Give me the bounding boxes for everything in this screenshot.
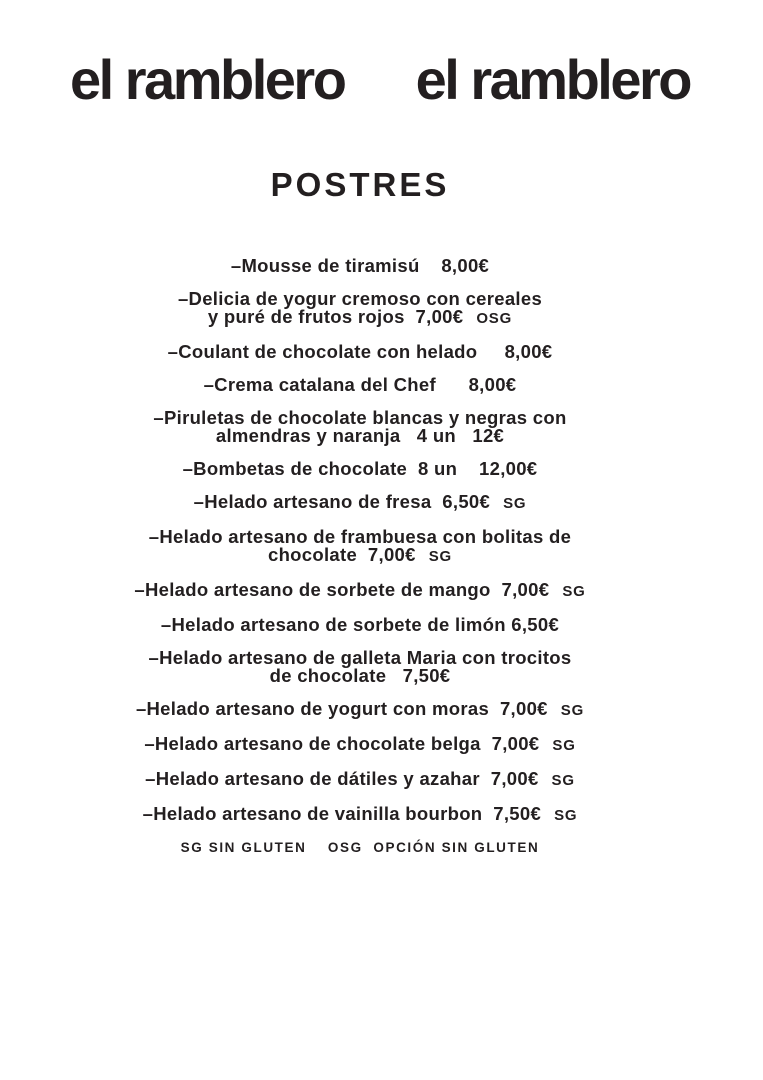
gluten-free-tag: SG [560,702,585,719]
menu-item-line [0,460,720,478]
menu-item-text: –Helado artesano de fresa 6,50€ [193,491,491,512]
menu-item-line [0,735,720,755]
menu-item-text: –Helado artesano de yogurt con moras 7,00€ [135,698,548,719]
menu-item-text: y puré de frutos rojos 7,00€ [207,306,464,327]
menu-item-text: –Helado artesano de vainilla bourbon 7,50€ [142,803,542,824]
menu-item [0,257,720,275]
menu-item-text: –Crema catalana del Chef 8,00€ [203,374,517,395]
menu-item-line [0,427,720,445]
menu-item-line [0,546,720,566]
menu-item [0,376,720,394]
menu-item-text: –Delicia de yogur cremoso con cereales [177,288,543,309]
menu-item-text: chocolate 7,00€ [267,544,416,565]
menu-item [0,528,720,566]
gluten-free-tag: SG [503,495,527,512]
menu-item [0,343,720,361]
menu-item-text: –Helado artesano de dátiles y azahar 7,00€ [145,768,539,789]
menu-list [0,257,720,825]
gluten-free-tag: SG [552,737,576,754]
gluten-legend: SG SIN GLUTEN OSG OPCIÓN SIN GLUTEN [180,840,540,855]
gluten-free-tag: OSG [476,310,513,327]
menu-item [0,581,720,601]
menu-item-text: –Piruletas de chocolate blancas y negras con [153,407,567,428]
menu-item [0,735,720,755]
menu-item-line [0,700,720,720]
gluten-free-tag: SG [562,583,586,600]
menu-item-text: –Helado artesano de sorbete de limón 6,50€ [160,614,560,635]
menu-item-line [0,616,720,634]
menu-item-line [0,493,720,513]
menu-item-line [0,667,720,685]
brand-logo-left: el ramblero [70,48,345,111]
menu-item-text: almendras y naranja 4 un 12€ [215,425,505,446]
gluten-free-tag: SG [551,772,575,789]
menu-item-line [0,308,720,328]
menu-item-text: –Helado artesano de galleta Maria con trocitos [148,647,572,668]
menu-item-text: –Bombetas de chocolate 8 un 12,00€ [182,458,538,479]
brand-row [0,0,763,111]
menu-item-line [0,581,720,601]
menu-item [0,460,720,478]
gluten-free-tag: SG [428,548,452,565]
menu-item-text: –Mousse de tiramisú 8,00€ [230,255,490,276]
menu-item [0,616,720,634]
menu-item-text: –Helado artesano de sorbete de mango 7,00€ [134,579,550,600]
menu-item-line [0,770,720,790]
menu-item-text: –Coulant de chocolate con helado 8,00€ [167,341,553,362]
menu-item [0,409,720,445]
menu-item [0,805,720,825]
menu-item-line [0,805,720,825]
menu-item [0,493,720,513]
menu-item-text: –Helado artesano de frambuesa con bolitas de [148,526,572,547]
menu-section-title: POSTRES [270,166,450,203]
menu-item-line [0,376,720,394]
menu-item [0,770,720,790]
menu-item-line [0,343,720,361]
gluten-free-tag: SG [554,807,578,824]
menu-content [0,168,720,855]
menu-item-text: de chocolate 7,50€ [269,665,451,686]
brand-logo-right: el ramblero [415,48,690,111]
menu-item [0,649,720,685]
menu-item [0,290,720,328]
menu-item-text: –Helado artesano de chocolate belga 7,00€ [144,733,540,754]
menu-item-line [0,257,720,275]
menu-item [0,700,720,720]
